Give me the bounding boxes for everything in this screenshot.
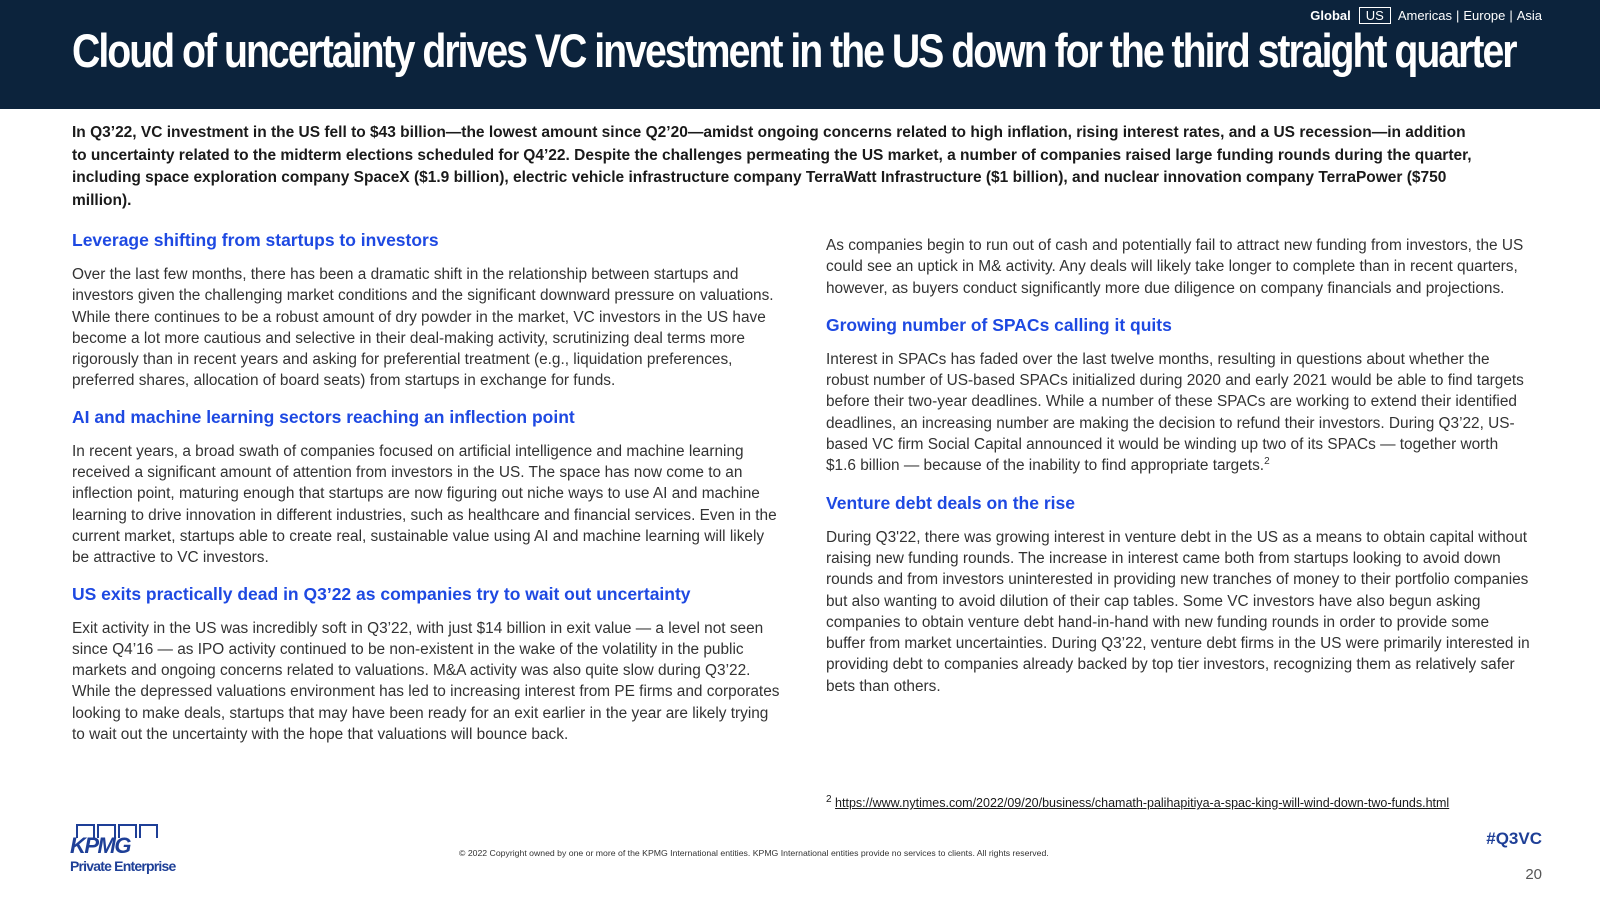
page-number: 20 — [1525, 866, 1542, 883]
kpmg-logo — [70, 824, 185, 882]
nav-europe-link[interactable]: Europe — [1463, 8, 1506, 23]
page-title: Cloud of uncertainty drives VC investment in the US down for the third straight quarter — [72, 24, 1516, 77]
section-heading-spacs: Growing number of SPACs calling it quits — [826, 314, 1172, 335]
kpmg-logo-subtitle: Private Enterprise — [70, 858, 176, 874]
section-body-spacs — [826, 349, 1530, 477]
section-body-exits: Exit activity in the US was incredibly soft in Q3’22, with just $14 billion in exit value — a level not seen since Q4’16 — as IPO activity continued to be non-existent in the wake of the volatility in the public markets and ongoing concerns related to valuations. M&A activity was also quite slow during Q3’22. While the depressed valuations environment has led to increasing interest from PE firms and corporates looking to make deals, startups that may have been ready for an exit earlier in the year are likely trying to wait out the uncertainty with the hope that valuations will bounce back. — [72, 619, 780, 744]
section-body-ai: In recent years, a broad swath of companies focused on artificial intelligence and machine learning received a significant amount of attention from investors in the US. The space has now come to an inflection point, maturing enough that startups are now figuring out niche ways to use AI and machine learning to drive innovation in different industries, such as healthcare and financial services. Even in the current market, startups able to create real, sustainable value using AI and machine learning will likely be attractive to VC investors. — [72, 442, 777, 567]
kpmg-logo-text: KPMG — [70, 833, 130, 858]
footnote-reference: 2 — [1264, 456, 1270, 468]
nav-global-link[interactable]: Global — [1310, 8, 1351, 23]
header-bar — [0, 0, 1600, 109]
copyright-notice: © 2022 Copyright owned by one or more of the KPMG International entities. KPMG International entities provide no services to clients. All rights reserved. — [459, 848, 1049, 858]
nav-us-link-selected[interactable]: US — [1359, 7, 1391, 24]
nav-separator: | — [1509, 8, 1513, 23]
intro-paragraph: In Q3’22, VC investment in the US fell to $43 billion—the lowest amount since Q2’20—amidst ongoing concerns related to high inflation, rising interest rates, and a US recession—in addition to uncertainty related to the midterm elections scheduled for Q4’22. Despite the challenges permeating the US market, a number of companies raised large funding rounds during the quarter, including space exploration company SpaceX ($1.9 billion), electric vehicle infrastructure company TerraWatt Infrastructure ($1 billion), and nuclear innovation company TerraPower ($750 million). — [72, 124, 1472, 209]
section-body-venture-debt: During Q3'22, there was growing interest in venture debt in the US as a means to obtain capital without raising new funding rounds. The increase in interest came both from startups looking to avoid down rounds and from investors uninterested in providing new tranches of money to their portfolio companies but also wanting to avoid dilution of their cap tables. Some VC investors have also begun asking companies to obtain venture debt hand-in-hand with new funding rounds in order to provide some buffer from market uncertainties. During Q3’22, venture debt firms in the US were primarily interested in providing debt to companies already backed by top tier investors, recognizing them as relatively safer bets than others. — [826, 528, 1530, 695]
section-heading-venture-debt: Venture debt deals on the rise — [826, 492, 1075, 513]
section-heading-ai: AI and machine learning sectors reaching an inflection point — [72, 406, 575, 427]
nav-separator: | — [1456, 8, 1460, 23]
footnote-marker: 2 — [826, 793, 832, 805]
footnote — [826, 793, 1450, 810]
right-column — [826, 235, 1530, 712]
region-nav — [1310, 7, 1542, 24]
section-heading-exits: US exits practically dead in Q3’22 as companies try to wait out uncertainty — [72, 583, 691, 604]
logo-box — [139, 824, 158, 838]
left-column — [72, 229, 782, 759]
section-heading-leverage: Leverage shifting from startups to investors — [72, 230, 439, 250]
nav-asia-link[interactable]: Asia — [1516, 8, 1542, 23]
nav-americas-link[interactable]: Americas — [1397, 8, 1452, 23]
footnote-link[interactable]: https://www.nytimes.com/2022/09/20/business/chamath-palihapitiya-a-spac-king-will-wind-down-two-funds.html — [835, 796, 1450, 810]
section-body-spacs-text: Interest in SPACs has faded over the last twelve months, resulting in questions about whether the robust number of US-based SPACs initialized during 2020 and early 2021 would be able to find targets before their two-year deadlines. While a number of these SPACs are working to extend their identified deadlines, an increasing number are making the decision to refund their investors. During Q3’22, US-based VC firm Social Capital announced it would be winding up two of its SPACs — together worth $1.6 billion — because of the inability to find appropriate targets. — [826, 350, 1524, 475]
hashtag: #Q3VC — [1486, 829, 1542, 848]
section-body-leverage: Over the last few months, there has been a dramatic shift in the relationship between startups and investors given the challenging market conditions and the significant downward pressure on valuations. While there continues to be a robust amount of dry powder in the market, VC investors in the US have become a lot more cautious and selective in their deal-making activity, scrutinizing deal terms more rigorously than in recent years and asking for preferential treatment (e.g., liquidation preferences, preferred shares, allocation of board seats) from startups in exchange for funds. — [72, 266, 774, 390]
lead-paragraph: As companies begin to run out of cash and potentially fail to attract new funding from investors, the US could see an uptick in M& activity. Any deals will likely take longer to complete than in recent quarters, however, as buyers conduct significantly more due diligence on company financials and projections. — [826, 237, 1524, 297]
